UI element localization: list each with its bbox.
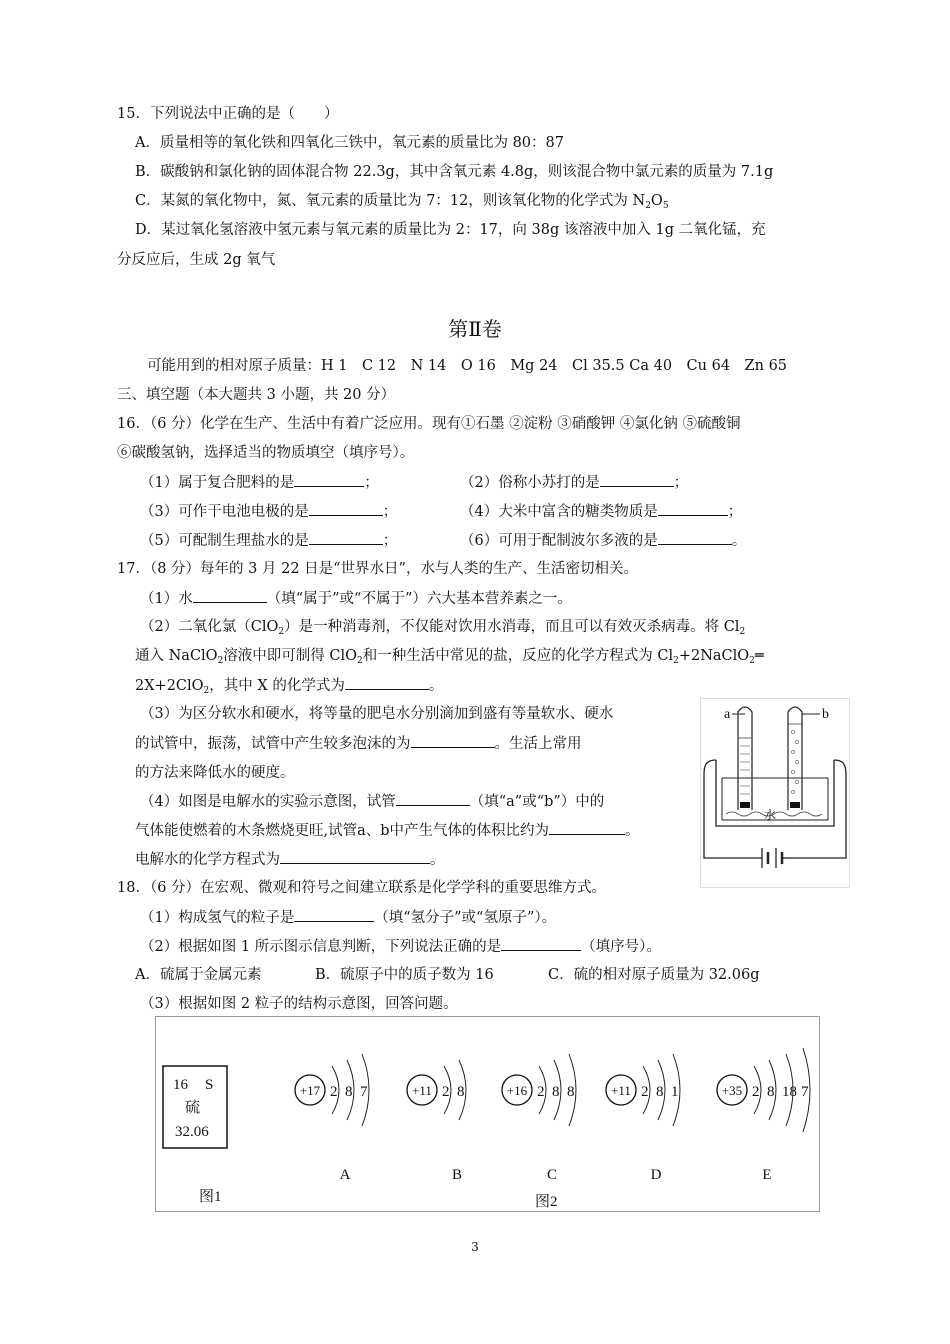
answer-blank[interactable] <box>501 936 581 951</box>
particle-label: E <box>762 1167 772 1183</box>
water-label: 水 <box>764 808 777 822</box>
nucleus-charge: +16 <box>506 1083 528 1098</box>
q16-item-2: （2）俗称小苏打的是 ； <box>460 472 688 493</box>
nucleus-charge: +17 <box>299 1083 321 1098</box>
answer-blank[interactable] <box>549 820 625 835</box>
q18-option-c: C．硫的相对原子质量为 32.06g <box>548 967 760 983</box>
q18-option-a: A．硫属于金属元素 <box>135 967 262 983</box>
tube-a-label: a <box>724 707 731 722</box>
nucleus-charge: +11 <box>412 1083 432 1098</box>
q16-item-4: （4）大米中富含的糖类物质是 ； <box>460 501 742 522</box>
shell-electron-count: 18 <box>782 1084 797 1100</box>
part3-heading: 三、填空题（本大题共 3 小题，共 20 分） <box>117 387 396 403</box>
nucleus-charge: +11 <box>611 1083 631 1098</box>
shell-electron-count: 8 <box>767 1084 775 1100</box>
q16-stem-line1: 16．（6 分）化学在生产、生活中有着广泛应用。现有①石墨 ②淀粉 ③硝酸钾 ④氯化钠 ⑤硫酸铜 <box>117 416 741 432</box>
q18-part3: （3）根据如图 2 粒子的结构示意图，回答问题。 <box>140 996 458 1012</box>
q17-part1: （1）水 （填“属于”或“不属于”）六大基本营养素之一。 <box>140 588 572 609</box>
shell-electron-count: 8 <box>567 1084 575 1100</box>
particle-label: B <box>451 1167 463 1183</box>
q17-part3-line1: （3）为区分软水和硬水，将等量的肥皂水分别滴加到盛有等量软水、硬水 <box>140 706 614 722</box>
q17-part3-line3: 的方法来降低水的硬度。 <box>135 765 295 781</box>
q15-stem: 15．下列说法中正确的是（ ） <box>117 106 339 122</box>
q16-item-3: （3）可作干电池电极的是 ； <box>140 501 397 522</box>
shell-electron-count: 8 <box>457 1084 465 1100</box>
shell-electron-count: 8 <box>345 1084 353 1100</box>
element-number: 16 <box>173 1077 188 1093</box>
shell-electron-count: 7 <box>801 1084 809 1100</box>
shell-electron-count: 1 <box>671 1084 679 1100</box>
answer-blank[interactable] <box>411 733 495 748</box>
particle-label: C <box>546 1167 558 1183</box>
q15-option-c: C．某氮的氧化物中，氮、氧元素的质量比为 7：12，则该氧化物的化学式为 $N_2O_5$ <box>135 193 669 211</box>
q17-part4-line2: 气体能使燃着的木条燃烧更旺,试管a、b中产生气体的体积比约为 。 <box>135 820 640 841</box>
q17-part3-line2: 的试管中，振荡，试管中产生较多泡沫的为 。生活上常用 <box>135 733 582 754</box>
fig2-label: 图2 <box>535 1194 558 1210</box>
particle-label: D <box>650 1167 662 1183</box>
nucleus-charge: +35 <box>721 1083 743 1098</box>
shell-electron-count: 2 <box>641 1084 649 1100</box>
answer-blank[interactable] <box>294 472 364 487</box>
particle-D <box>606 1054 680 1183</box>
q17-part2-line2: 通入 NaClO$_2$溶液中即可制得 ClO$_2$和一种生活中常见的盐，反应的化学方程式为 $Cl_2+2NaClO_2═$ <box>135 648 764 666</box>
q16-stem-line2: ⑥碳酸氢钠，选择适当的物质填空（填序号）。 <box>117 445 415 461</box>
answer-blank[interactable] <box>294 907 374 922</box>
answer-blank[interactable] <box>309 501 383 516</box>
element-name: 硫 <box>185 1100 201 1116</box>
page-number: 3 <box>471 1240 479 1254</box>
q15-option-d-line1: D．某过氧化氢溶液中氢元素与氧元素的质量比为 2：17，向 38g 该溶液中加入 1g 二氧化锰，充 <box>135 222 766 238</box>
answer-blank[interactable] <box>600 472 674 487</box>
particle-B <box>407 1060 466 1183</box>
q17-part4-line3: 电解水的化学方程式为 。 <box>135 849 445 870</box>
answer-blank[interactable] <box>658 501 728 516</box>
q18-option-b: B．硫原子中的质子数为 16 <box>315 967 494 983</box>
q18-part1: （1）构成氢气的粒子是 （填“氢分子”或“氢原子”）。 <box>140 907 556 928</box>
particle-A <box>295 1054 369 1183</box>
shell-electron-count: 2 <box>537 1084 545 1100</box>
q16-item-6: （6）可用于配制波尔多液的是 。 <box>460 530 746 551</box>
answer-blank[interactable] <box>280 849 430 864</box>
q17-part2-line3: 2X+2ClO$_2$，其中 X 的化学式为 。 <box>135 675 443 701</box>
answer-blank[interactable] <box>193 588 267 603</box>
element-symbol: S <box>205 1077 214 1093</box>
q15-option-d-line2: 分反应后，生成 2g 氧气 <box>117 252 276 268</box>
shell-electron-count: 8 <box>656 1084 664 1100</box>
q15-option-a: A．质量相等的氧化铁和四氧化三铁中，氧元素的质量比为 80：87 <box>135 135 564 151</box>
particle-C <box>502 1054 576 1183</box>
particle-label: A <box>339 1167 351 1183</box>
shell-electron-count: 7 <box>360 1084 368 1100</box>
electrolysis-diagram <box>700 698 850 888</box>
shell-electron-count: 2 <box>330 1084 338 1100</box>
q16-item-1: （1）属于复合肥料的是 ； <box>140 472 379 493</box>
structure-figures <box>155 1016 820 1212</box>
shell-electron-count: 8 <box>552 1084 560 1100</box>
q18-stem: 18．（6 分）在宏观、微观和符号之间建立联系是化学学科的重要思维方式。 <box>117 880 607 896</box>
q15-option-b: B．碳酸钠和氯化钠的固体混合物 22.3g，其中含氧元素 4.8g，则该混合物中氯元素的质量为 7.1g <box>135 164 774 180</box>
fig1-label: 图1 <box>199 1189 222 1205</box>
answer-blank[interactable] <box>309 530 383 545</box>
q17-part2-line1: （2）二氧化氯（ClO$_2$）是一种消毒剂，不仅能对饮用水消毒，而且可以有效灭杀病毒。将 $Cl_2$ <box>140 619 746 637</box>
particle-E <box>717 1048 810 1183</box>
shell-electron-count: 2 <box>442 1084 450 1100</box>
q18-part2: （2）根据如图 1 所示图示信息判断，下列说法正确的是 （填序号）。 <box>140 936 661 957</box>
answer-blank[interactable] <box>396 791 470 806</box>
tube-b-label: b <box>822 707 829 722</box>
atomic-masses: 可能用到的相对原子质量：H 1 C 12 N 14 O 16 Mg 24 Cl 35.5 Ca 40 Cu 64 Zn 65 <box>147 358 788 374</box>
section-title: 第Ⅱ卷 <box>448 317 502 341</box>
q17-stem: 17．（8 分）每年的 3 月 22 日是“世界水日”，水与人类的生产、生活密切相关。 <box>117 561 638 577</box>
answer-blank[interactable] <box>658 530 732 545</box>
element-mass: 32.06 <box>175 1124 209 1140</box>
q17-part4-line1: （4）如图是电解水的实验示意图，试管 （填“a”或“b”）中的 <box>140 791 604 812</box>
q16-item-5: （5）可配制生理盐水的是 ； <box>140 530 397 551</box>
answer-blank[interactable] <box>345 675 429 690</box>
shell-electron-count: 2 <box>752 1084 760 1100</box>
